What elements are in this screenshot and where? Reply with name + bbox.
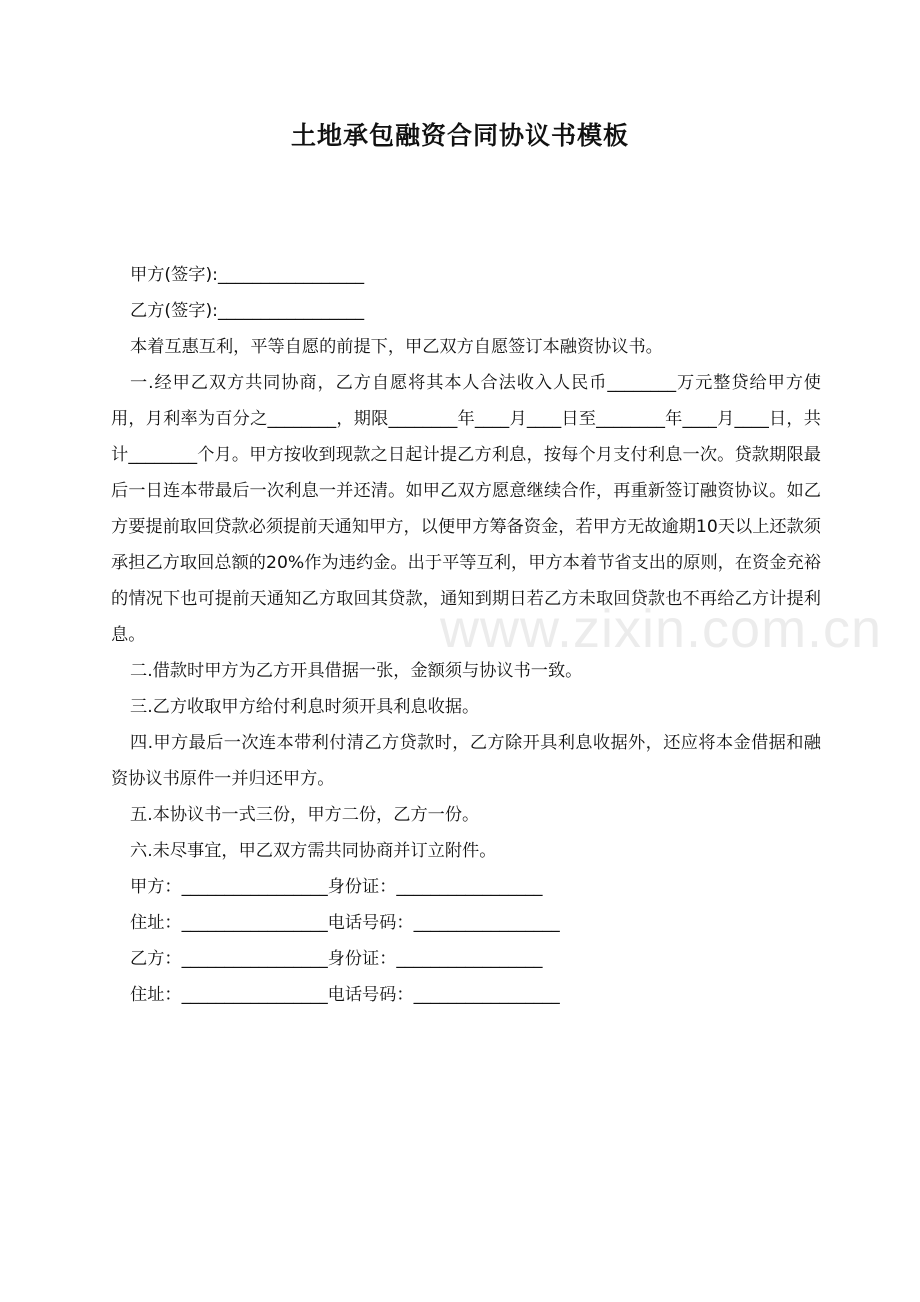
- party-b-id-line: 乙方：_________________身份证：_________________: [130, 949, 543, 969]
- clause-3: 三.乙方收取甲方给付利息时须开具利息收据。: [130, 697, 480, 717]
- party-b-signature-line: 乙方(签字):_________________: [130, 301, 365, 321]
- clause-2: 二.借款时甲方为乙方开具借据一张，金额须与协议书一致。: [130, 661, 583, 681]
- clause-6: 六.未尽事宜，甲乙双方需共同协商并订立附件。: [130, 841, 497, 861]
- party-a-signature-line: 甲方(签字):_________________: [130, 265, 365, 285]
- clause-5: 五.本协议书一式三份，甲方二份，乙方一份。: [130, 805, 480, 825]
- clause-1: 一.经甲乙双方共同协商，乙方自愿将其本人合法收入人民币________万元整贷给甲方使用，月利率为百分之________，期限________年____月____日至________年____月____日，共计________个月。甲方按收到现款之日起计提乙方利息，按每个月支付利息一次。贷款期限最后一日连本带最后一次利息一并还清。如甲乙双方愿意继续合作，再重新签订融资协议。如乙方要提前取回贷款必须提前天通知甲方，以便甲方筹备资金，若甲方无故逾期10天以上还款须承担乙方取回总额的20%作为违约金。出于平等互利，甲方本着节省支出的原则，在资金充裕的情况下也可提前天通知乙方取回其贷款，通知到期日若乙方未取回贷款也不再给乙方计提利息。: [111, 373, 821, 645]
- party-b-address-line: 住址：_________________电话号码：_________________: [130, 985, 560, 1005]
- clause-4: 四.甲方最后一次连本带利付清乙方贷款时，乙方除开具利息收据外，还应将本金借据和融资协议书原件一并归还甲方。: [111, 733, 821, 789]
- watermark: www.zixin.com.cn: [440, 599, 883, 659]
- intro-paragraph: 本着互惠互利，平等自愿的前提下，甲乙双方自愿签订本融资协议书。: [130, 337, 663, 357]
- party-a-address-line: 住址：_________________电话号码：_________________: [130, 913, 560, 933]
- party-a-id-line: 甲方：_________________身份证：_________________: [130, 877, 543, 897]
- document-body: [111, 257, 821, 1013]
- document-title: 土地承包融资合同协议书模板: [290, 121, 629, 150]
